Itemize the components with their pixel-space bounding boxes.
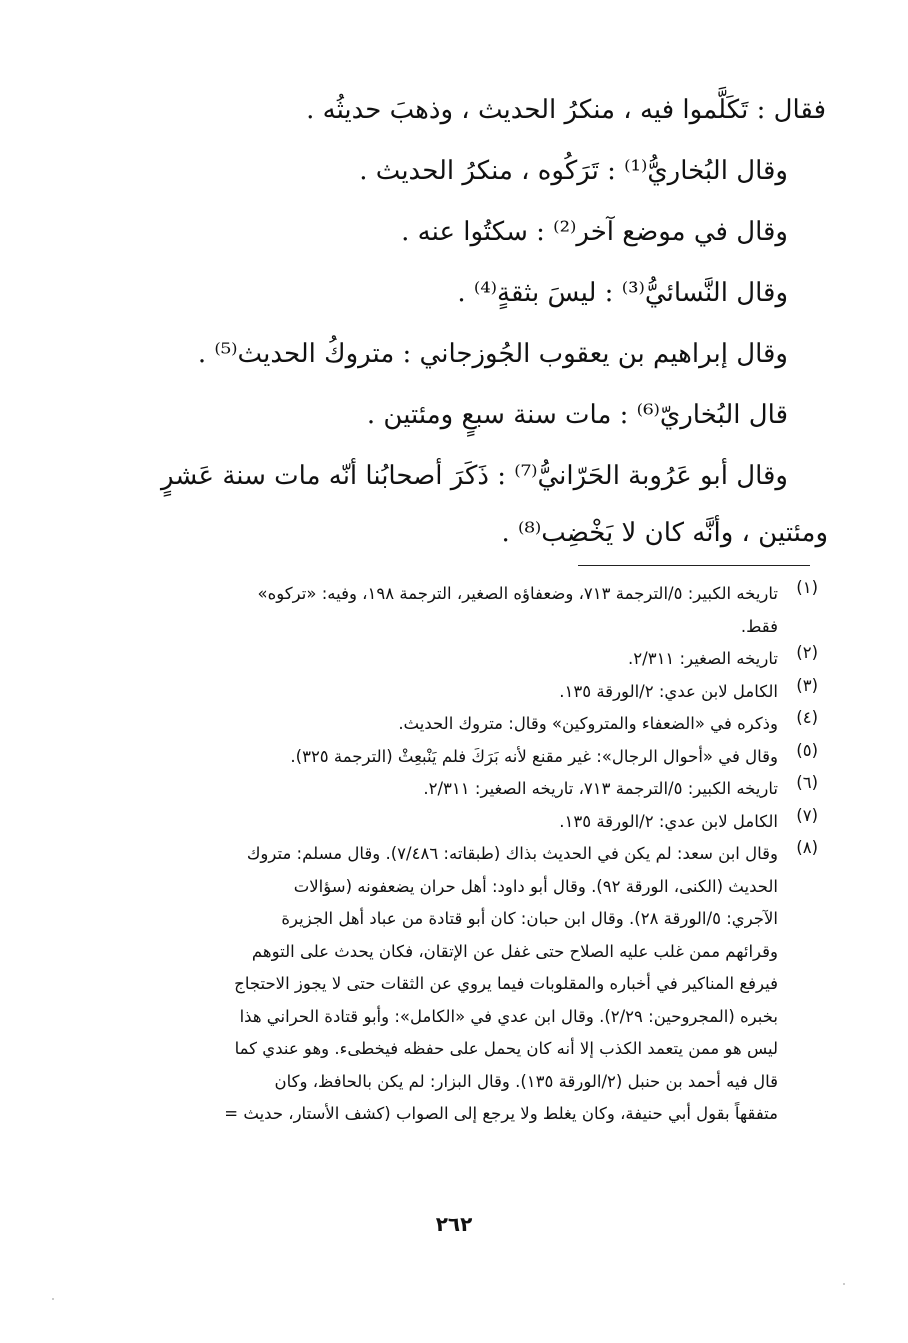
footnote-text: تاريخه الكبير: ٥/الترجمة ٧١٣، وضعفاؤه الصغير، الترجمة ١٩٨، وفيه: «تركوه» — [257, 584, 778, 603]
footnote-text: الحديث (الكنى، الورقة ٩٢). وقال أبو داود: أهل حران يضعفونه (سؤالات — [293, 876, 778, 896]
footnote-number: (٨) — [796, 838, 818, 857]
footnote-text: فيرفع المناكير في أخباره والمقلوبات فيما يروي عن الثقات حتى لا يجوز الاحتجاج — [234, 974, 778, 993]
main-line: قال البُخاريّ⁽⁶⁾ : مات سنة سبعٍ ومئتين . — [366, 400, 788, 430]
footnote — [106, 643, 818, 676]
footnote-text: قال فيه أحمد بن حنبل (٢/الورقة ١٣٥). وقال البزار: لم يكن بالحافظ، وكان — [274, 1071, 778, 1091]
footnote-number: (٦) — [796, 773, 818, 792]
footnote-text: وقال في «أحوال الرجال»: غير مقنع لأنه بَرَكَ فلم يَنْبعِثْ (الترجمة ٣٢٥). — [290, 746, 778, 766]
footnote-text: وقال ابن سعد: لم يكن في الحديث بذاك (طبقاته: ٧/٤٨٦). وقال مسلم: متروك — [246, 844, 778, 863]
footnote — [106, 578, 818, 643]
footnote-text: تاريخه الكبير: ٥/الترجمة ٧١٣، تاريخه الصغير: ٢/٣١١. — [423, 779, 778, 798]
footnote — [106, 741, 818, 774]
footnote-text: فقط. — [740, 616, 778, 636]
footnote-text: متفقهاً بقول أبي حنيفة، وكان يغلط ولا يرجع إلى الصواب (كشف الأستار، حديث = — [224, 1104, 778, 1123]
page-number: ٢٦٢ — [435, 1212, 473, 1236]
footnote-number: (١) — [796, 578, 818, 597]
main-line: وقال في موضع آخر⁽²⁾ : سكتُوا عنه . — [401, 217, 788, 247]
footnote-number: (٧) — [796, 805, 818, 825]
footnote-number: (٤) — [796, 708, 818, 727]
footnote-number: (٣) — [796, 675, 818, 695]
main-line: ومئتين ، وأنَّه كان لا يَخْضِب⁽⁸⁾ . — [501, 518, 828, 548]
footnote-text: الكامل لابن عدي: ٢/الورقة ١٣٥. — [559, 681, 778, 701]
footnote-separator — [578, 565, 810, 566]
footnote-number: (٥) — [796, 740, 818, 760]
footnote-text: بخبره (المجروحين: ٢/٢٩). وقال ابن عدي في «الكامل»: وأبو قتادة الحراني هذا — [239, 1006, 778, 1026]
main-line: وقال أبو عَرُوبة الحَرّانيُّ⁽⁷⁾ : ذَكَرَ أصحابُنا أنّه مات سنة عَشرٍ — [161, 461, 788, 491]
main-text — [88, 80, 828, 559]
footnote — [106, 773, 818, 806]
scan-speck — [52, 1298, 54, 1300]
main-line: وقال النَّسائيُّ⁽³⁾ : ليسَ بثقةٍ⁽⁴⁾ . — [457, 278, 788, 308]
scan-speck — [843, 1283, 845, 1285]
footnote — [106, 838, 818, 1131]
footnote-text: ليس هو ممن يتعمد الكذب إلا أنه كان يحمل على حفظه فيخطىء. وهو عندي كما — [234, 1039, 778, 1058]
footnote-text: وقرائهم ممن غلب عليه الصلاح حتى غفل عن الإتقان، فكان يحدث على التوهم — [251, 941, 778, 961]
footnote-number: (٢) — [796, 643, 818, 662]
footnotes — [106, 578, 818, 1131]
footnote-text: تاريخه الصغير: ٢/٣١١. — [628, 649, 778, 668]
main-line: فقال : تَكَلَّموا فيه ، منكرُ الحديث ، وذهبَ حديثُه . — [306, 95, 826, 125]
footnote — [106, 676, 818, 709]
main-line: وقال البُخاريُّ⁽¹⁾ : تَرَكُوه ، منكرُ الحديث . — [359, 156, 788, 186]
footnote-text: الكامل لابن عدي: ٢/الورقة ١٣٥. — [559, 811, 778, 831]
footnote-text: الآجري: ٥/الورقة ٢٨). وقال ابن حبان: كان أبو قتادة من عباد أهل الجزيرة — [281, 909, 778, 928]
main-line: وقال إبراهيم بن يعقوب الجُوزجاني : متروكُ الحديث⁽⁵⁾ . — [197, 339, 788, 369]
footnote-text: وذكره في «الضعفاء والمتروكين» وقال: متروك الحديث. — [398, 714, 778, 733]
footnote — [106, 806, 818, 839]
footnote — [106, 708, 818, 741]
